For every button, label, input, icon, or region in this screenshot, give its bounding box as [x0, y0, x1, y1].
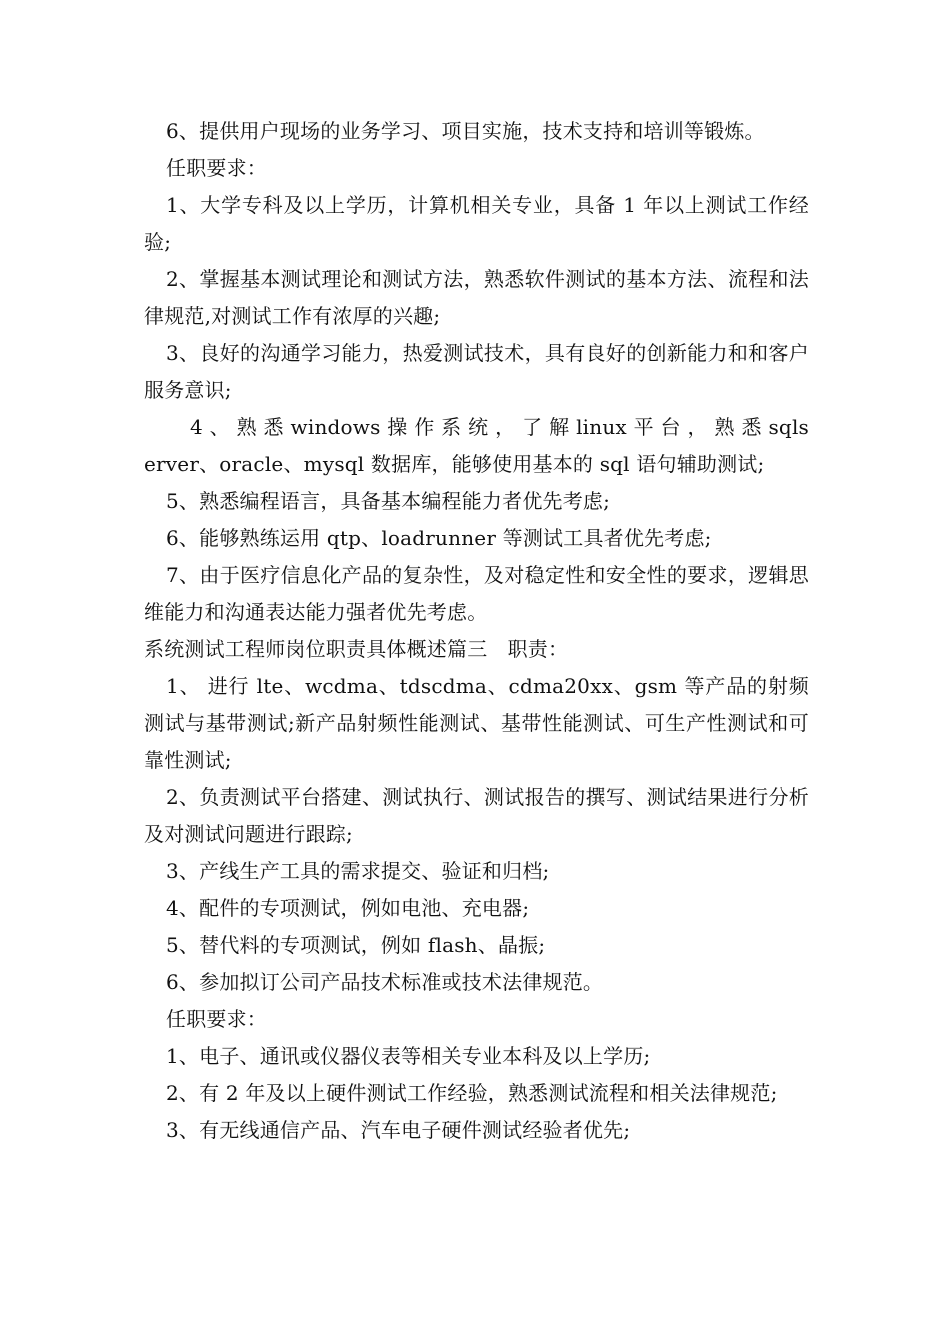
paragraph-duty-5: 5、替代料的专项测试，例如 flash、晶振;	[166, 933, 546, 957]
paragraph-requirements-heading: 任职要求：	[166, 156, 267, 180]
paragraph-requirements-heading-2: 任职要求：	[166, 1007, 267, 1031]
section-title-part-three: 系统测试工程师岗位职责具体概述篇三 职责：	[144, 637, 569, 661]
paragraph-duty-1: 1、 进行 lte、wcdma、tdscdma、cdma20xx、gsm 等产品的射频测试与基带测试;新产品射频性能测试、基带性能测试、可生产性测试和可靠性测试;	[144, 674, 809, 772]
paragraph-duty-4: 4、配件的专项测试，例如电池、充电器;	[166, 896, 530, 920]
paragraph-duty-6b: 6、参加拟订公司产品技术标准或技术法律规范。	[166, 970, 604, 994]
paragraph-requirement-5: 5、熟悉编程语言，具备基本编程能力者优先考虑;	[166, 489, 611, 513]
paragraph-duty-2: 2、负责测试平台搭建、测试执行、测试报告的撰写、测试结果进行分析及对测试问题进行跟踪;	[144, 785, 809, 846]
paragraph-requirement-2b: 2、有 2 年及以上硬件测试工作经验，熟悉测试流程和相关法律规范;	[166, 1081, 778, 1105]
paragraph-requirement-3b: 3、有无线通信产品、汽车电子硬件测试经验者优先;	[166, 1118, 631, 1142]
paragraph-requirement-3: 3、良好的沟通学习能力，热爱测试技术，具有良好的创新能力和和客户服务意识;	[144, 341, 809, 402]
paragraph-duty-3: 3、产线生产工具的需求提交、验证和归档;	[166, 859, 550, 883]
document-body	[144, 113, 809, 1149]
paragraph-duty-6: 6、提供用户现场的业务学习、项目实施，技术支持和培训等锻炼。	[166, 119, 765, 143]
paragraph-requirement-4: 4 、 熟 悉 windows 操 作 系 统 ， 了 解 linux 平 台 ， 熟 悉 sqlserver、oracle、mysql 数据库，能够使用基本的 sql 语句辅助测试;	[144, 415, 809, 476]
paragraph-requirement-2: 2、掌握基本测试理论和测试方法，熟悉软件测试的基本方法、流程和法律规范,对测试工作有浓厚的兴趣;	[144, 267, 809, 328]
paragraph-requirement-1b: 1、电子、通讯或仪器仪表等相关专业本科及以上学历;	[166, 1044, 651, 1068]
paragraph-requirement-7: 7、由于医疗信息化产品的复杂性，及对稳定性和安全性的要求，逻辑思维能力和沟通表达能力强者优先考虑。	[144, 563, 809, 624]
paragraph-requirement-6: 6、能够熟练运用 qtp、loadrunner 等测试工具者优先考虑;	[166, 526, 712, 550]
paragraph-requirement-1: 1、大学专科及以上学历，计算机相关专业，具备 1 年以上测试工作经验;	[144, 193, 809, 254]
